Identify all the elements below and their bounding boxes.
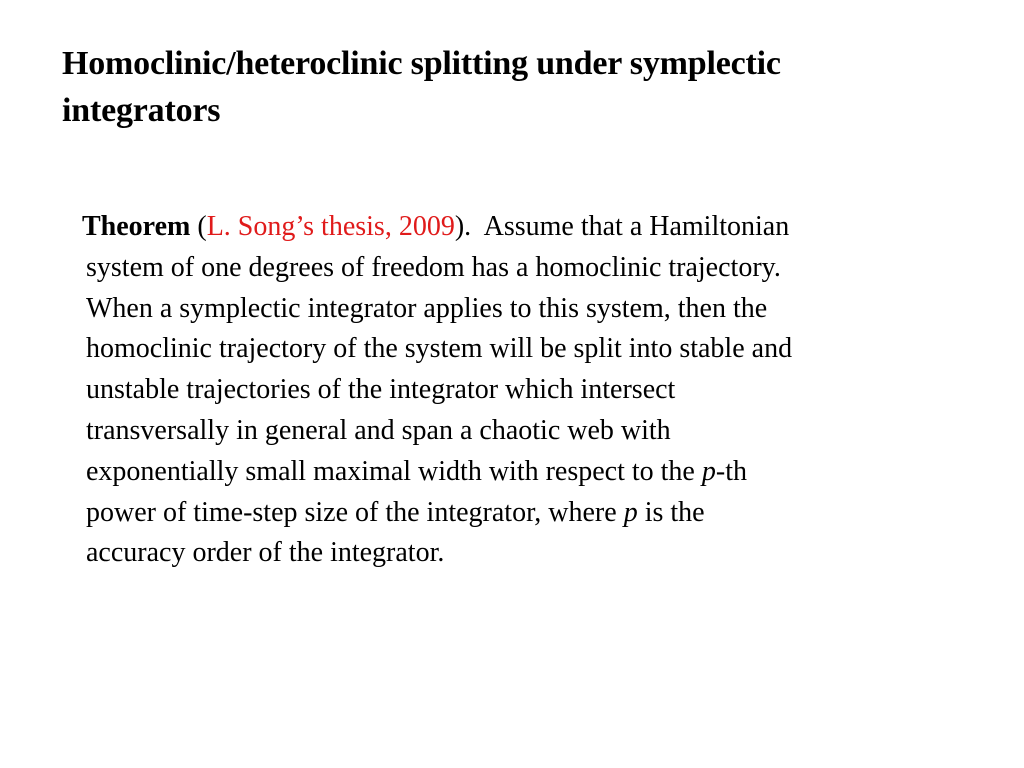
theorem-line-7 [86, 452, 966, 493]
theorem-line-8b: is the [637, 496, 705, 528]
theorem-line-2: system of one degrees of freedom has a homoclinic trajectory. [86, 251, 781, 283]
theorem-line-5: unstable trajectories of the integrator which intersect [86, 374, 676, 406]
theorem-body [82, 207, 966, 574]
theorem-open-paren: ( [190, 211, 207, 242]
variable-p: p [701, 455, 716, 487]
title-line-1: Homoclinic/heteroclinic splitting under symplectic [62, 45, 781, 82]
title-line-2: integrators [62, 92, 221, 129]
theorem-line-8 [86, 493, 966, 534]
theorem-text-1: Assume that a Hamiltonian [471, 211, 790, 242]
theorem-line-9: accuracy order of the integrator. [86, 537, 445, 569]
theorem-close-paren: ). [454, 211, 472, 242]
theorem-line-7b: -th [715, 455, 747, 487]
theorem-line-3: When a symplectic integrator applies to this system, then the [86, 292, 768, 324]
slide-title [62, 40, 962, 134]
theorem-line-8a: power of time-step size of the integrator, where [86, 496, 624, 528]
theorem-citation: L. Song’s thesis, 2009 [206, 211, 455, 242]
theorem-label: Theorem [82, 211, 191, 242]
theorem-line-1 [82, 207, 966, 248]
theorem-line-7a: exponentially small maximal width with respect to the [86, 455, 702, 487]
theorem-line-6: transversally in general and span a chaotic web with [86, 414, 671, 446]
variable-p: p [623, 496, 638, 528]
theorem-line-4: homoclinic trajectory of the system will be split into stable and [86, 333, 793, 365]
